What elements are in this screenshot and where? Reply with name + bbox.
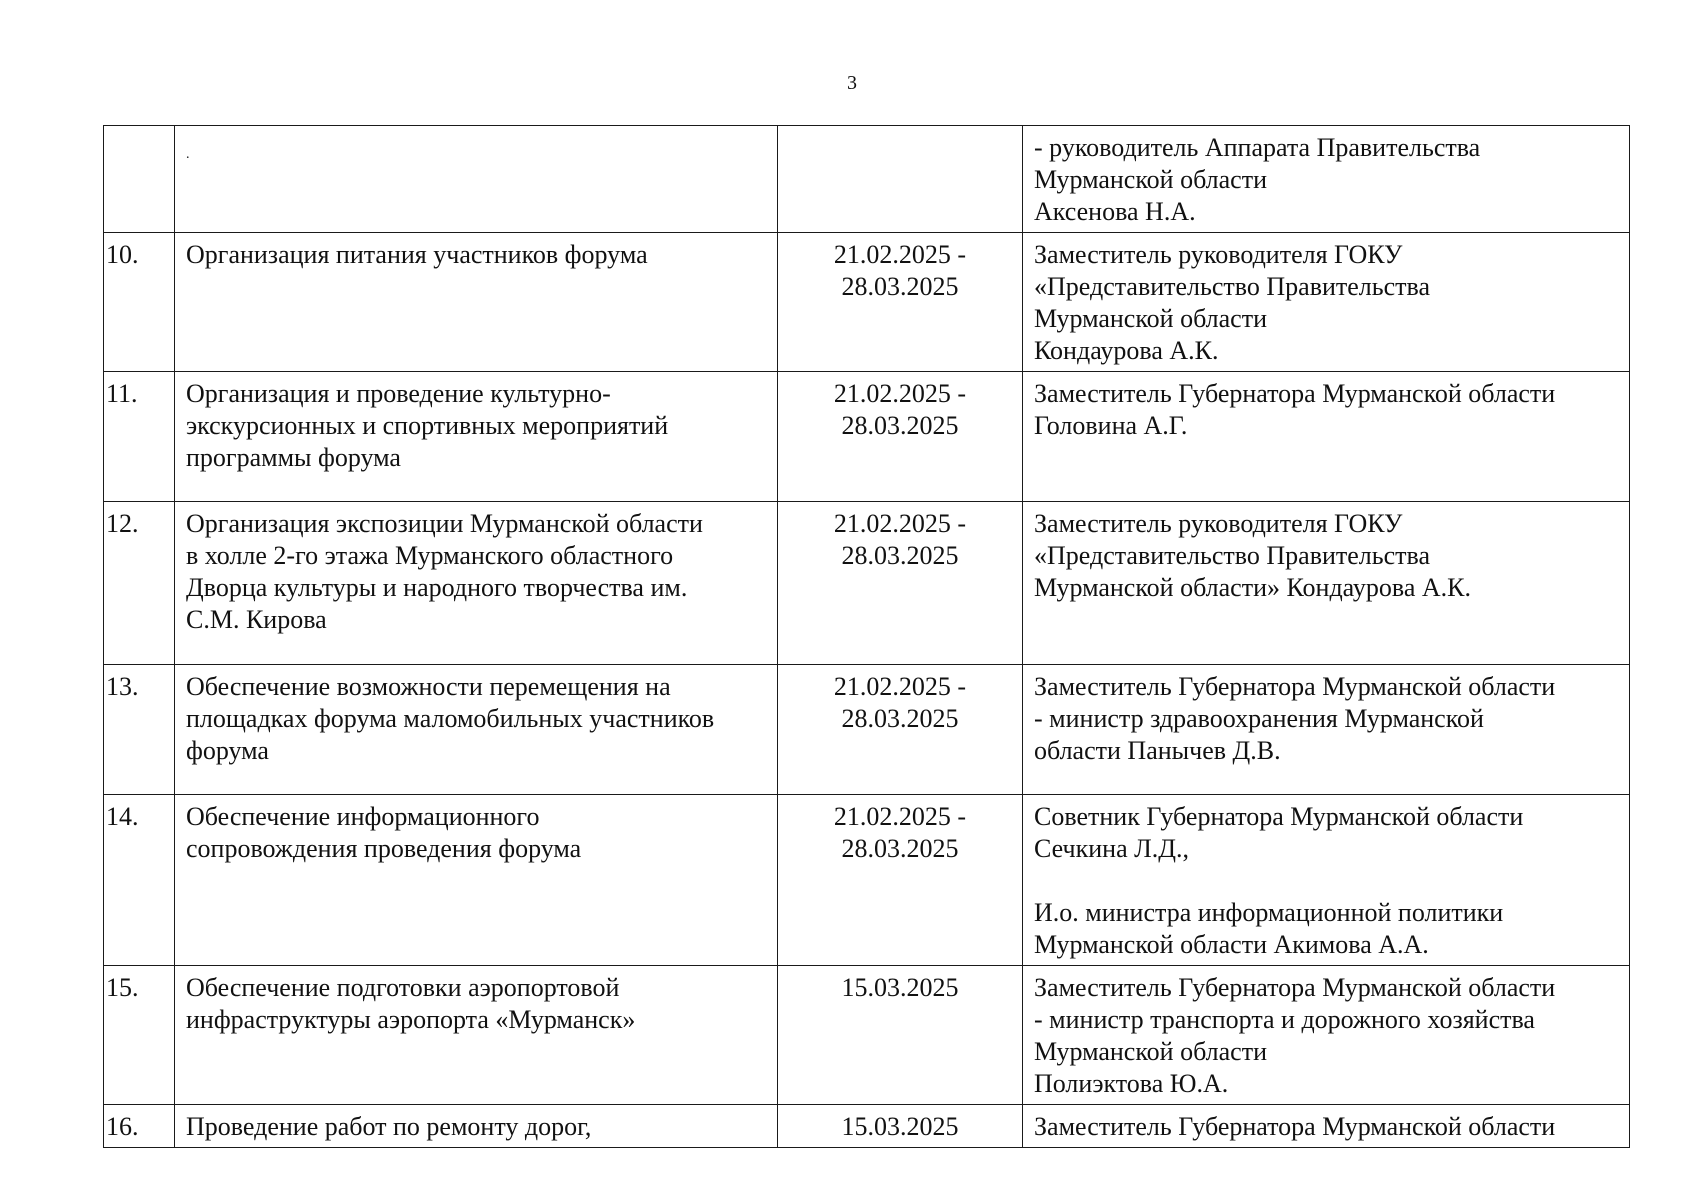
task-cell (175, 795, 778, 966)
responsible-line: Заместитель руководителя ГОКУ (1034, 240, 1403, 269)
row-number-cell: 14. (104, 795, 175, 966)
responsible-line: Сечкина Л.Д., (1034, 834, 1189, 863)
responsible-cell (1023, 372, 1630, 502)
row-number-cell: 15. (104, 966, 175, 1105)
task-line: Организация и проведение культурно- (186, 379, 611, 408)
date-cell (778, 372, 1023, 502)
task-line: С.М. Кирова (186, 605, 327, 634)
table-row (104, 372, 1630, 502)
date-line: 28.03.2025 (841, 834, 959, 863)
task-line: Дворца культуры и народного творчества им. (186, 573, 688, 602)
table-row (104, 795, 1630, 966)
date-cell (778, 126, 1023, 233)
date-line: 15.03.2025 (841, 973, 959, 1002)
responsible-line: Заместитель Губернатора Мурманской области (1034, 973, 1556, 1002)
task-cell (175, 126, 778, 233)
task-line: программы форума (186, 443, 401, 472)
date-line: 28.03.2025 (841, 411, 959, 440)
date-cell (778, 795, 1023, 966)
date-cell (778, 502, 1023, 665)
task-cell (175, 502, 778, 665)
task-line: Организация экспозиции Мурманской области (186, 509, 703, 538)
responsible-line: Заместитель Губернатора Мурманской области (1034, 1112, 1556, 1141)
table-row (104, 126, 1630, 233)
date-cell (778, 1105, 1023, 1148)
table-row (104, 665, 1630, 795)
responsible-line: «Представительство Правительства (1034, 272, 1431, 301)
responsible-line: Головина А.Г. (1034, 411, 1188, 440)
task-line: Проведение работ по ремонту дорог, (186, 1112, 592, 1141)
task-line: сопровождения проведения форума (186, 834, 582, 863)
row-number-cell: 11. (104, 372, 175, 502)
table-row (104, 502, 1630, 665)
responsible-cell (1023, 1105, 1630, 1148)
date-line: 28.03.2025 (841, 704, 959, 733)
task-cell (175, 665, 778, 795)
task-line: Обеспечение подготовки аэропортовой (186, 973, 620, 1002)
task-cell (175, 233, 778, 372)
row-number-cell: 12. (104, 502, 175, 665)
date-line: 21.02.2025 - (833, 509, 967, 538)
responsible-cell (1023, 665, 1630, 795)
task-cell (175, 1105, 778, 1148)
date-line: 21.02.2025 - (833, 240, 967, 269)
date-line: 21.02.2025 - (833, 672, 967, 701)
task-line: площадках форума маломобильных участников (186, 704, 715, 733)
date-cell (778, 665, 1023, 795)
row-number-cell (104, 126, 175, 233)
date-line: 28.03.2025 (841, 541, 959, 570)
responsible-line: Мурманской области Акимова А.А. (1034, 930, 1429, 959)
responsible-cell (1023, 502, 1630, 665)
date-line: 21.02.2025 - (833, 802, 967, 831)
task-cell (175, 966, 778, 1105)
responsible-line: Мурманской области» Кондаурова А.К. (1034, 573, 1471, 602)
date-line: 21.02.2025 - (833, 379, 967, 408)
responsible-line: - министр транспорта и дорожного хозяйства (1034, 1005, 1535, 1034)
task-line: в холле 2-го этажа Мурманского областного (186, 541, 674, 570)
page-number: 3 (847, 72, 857, 94)
responsible-line: Мурманской области (1034, 304, 1267, 333)
responsible-line: Полиэктова Ю.А. (1034, 1069, 1229, 1098)
task-line: форума (186, 736, 269, 765)
task-line: Организация питания участников форума (186, 240, 648, 269)
responsible-line: - министр здравоохранения Мурманской (1034, 704, 1484, 733)
task-line: инфраструктуры аэропорта «Мурманск» (186, 1005, 636, 1034)
table-row (104, 233, 1630, 372)
date-line: 28.03.2025 (841, 272, 959, 301)
responsible-line: области Панычев Д.В. (1034, 736, 1281, 765)
responsible-line: Мурманской области (1034, 1037, 1267, 1066)
responsible-line: Заместитель руководителя ГОКУ (1034, 509, 1403, 538)
date-cell (778, 233, 1023, 372)
responsible-line: Аксенова Н.А. (1034, 197, 1196, 226)
responsible-line: И.о. министра информационной политики (1034, 898, 1504, 927)
responsible-line: Советник Губернатора Мурманской области (1034, 802, 1524, 831)
responsible-cell (1023, 233, 1630, 372)
date-cell (778, 966, 1023, 1105)
row-number-cell: 13. (104, 665, 175, 795)
task-line: Обеспечение возможности перемещения на (186, 672, 671, 701)
date-line: 15.03.2025 (841, 1112, 959, 1141)
responsible-line: Заместитель Губернатора Мурманской области (1034, 672, 1556, 701)
table-row (104, 966, 1630, 1105)
task-cell (175, 372, 778, 502)
responsible-line: Кондаурова А.К. (1034, 336, 1219, 365)
schedule-table (103, 125, 1630, 1148)
responsible-cell (1023, 126, 1630, 233)
blank-line (1034, 865, 1619, 897)
task-line: Обеспечение информационного (186, 802, 540, 831)
row-number-cell: 10. (104, 233, 175, 372)
stray-mark: . (186, 147, 190, 162)
responsible-cell (1023, 795, 1630, 966)
table-row (104, 1105, 1630, 1148)
responsible-line: - руководитель Аппарата Правительства (1034, 133, 1481, 162)
responsible-line: «Представительство Правительства (1034, 541, 1431, 570)
responsible-line: Заместитель Губернатора Мурманской области (1034, 379, 1556, 408)
row-number-cell: 16. (104, 1105, 175, 1148)
responsible-line: Мурманской области (1034, 165, 1267, 194)
responsible-cell (1023, 966, 1630, 1105)
task-line: экскурсионных и спортивных мероприятий (186, 411, 669, 440)
